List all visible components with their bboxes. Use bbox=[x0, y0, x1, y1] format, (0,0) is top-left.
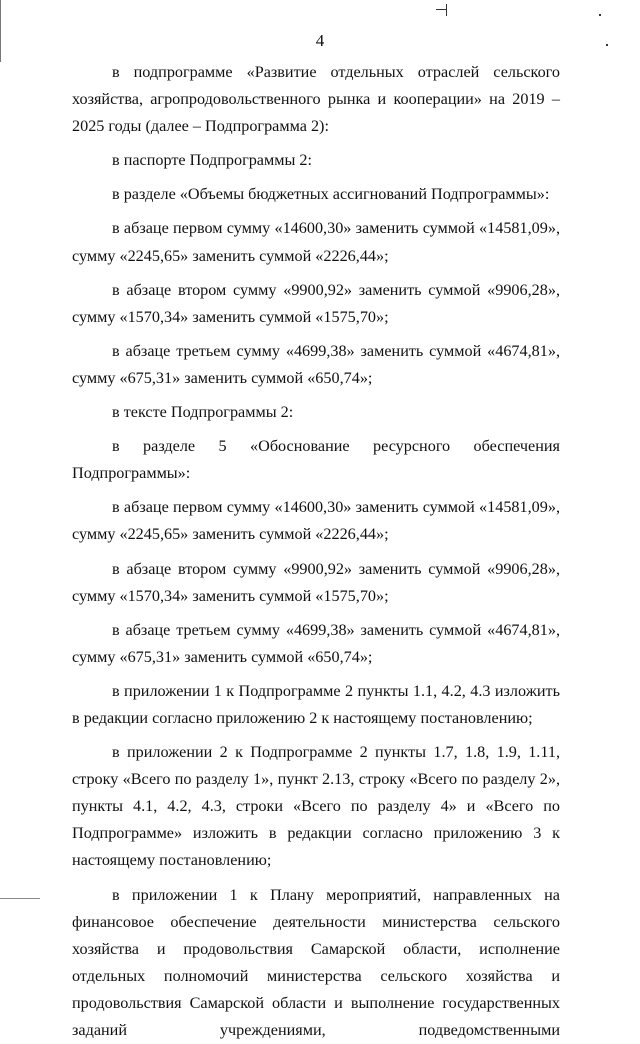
paragraph: в тексте Подпрограммы 2: bbox=[112, 403, 294, 422]
page-number: 4 bbox=[315, 31, 325, 50]
paragraph: в паспорте Подпрограммы 2: bbox=[112, 151, 312, 170]
document-body bbox=[72, 59, 560, 1044]
paragraph: в абзаце первом сумму «14600,30» заменить суммой «14581,09», сумму «2245,65» заменить суммой «2226,44»; bbox=[72, 498, 560, 544]
scan-mark bbox=[599, 14, 601, 16]
paragraph: в приложении 1 к Плану мероприятий, направленных на финансовое обеспечение деятельности министерства сельского хозяйства и продовольствия Самарской области, исполнение отдельных полномочий министерства сельского хозяйства и продовольствия Самарской области и выполнение государственных заданий учреждениями, подведомственными bbox=[72, 885, 560, 1039]
paragraph: в абзаце третьем сумму «4699,38» заменить суммой «4674,81», сумму «675,31» заменить суммой «650,74»; bbox=[72, 620, 560, 666]
paragraph: в абзаце втором сумму «9900,92» заменить суммой «9906,28», сумму «1570,34» заменить суммой «1575,70»; bbox=[72, 280, 560, 326]
paragraph: в абзаце третьем сумму «4699,38» заменить суммой «4674,81», сумму «675,31» заменить суммой «650,74»; bbox=[72, 341, 560, 387]
scan-mark bbox=[606, 44, 608, 46]
paragraph: в абзаце первом сумму «14600,30» заменить суммой «14581,09», сумму «2245,65» заменить суммой «2226,44»; bbox=[72, 219, 560, 265]
scan-mark bbox=[0, 898, 40, 899]
scan-mark bbox=[436, 9, 446, 10]
paragraph: в разделе «Объемы бюджетных ассигнований Подпрограммы»: bbox=[112, 185, 550, 204]
paragraph: в подпрограмме «Развитие отдельных отраслей сельского хозяйства, агропродовольственного рынка и кооперации» на 2019 – 2025 годы (далее – Подпрограмма 2): bbox=[72, 63, 560, 136]
paragraph: в разделе 5 «Обоснование ресурсного обеспечения Подпрограммы»: bbox=[72, 437, 560, 483]
paragraph: в приложении 1 к Подпрограмме 2 пункты 1.1, 4.2, 4.3 изложить в редакции согласно приложению 2 к настоящему постановлению; bbox=[72, 681, 560, 727]
scan-mark bbox=[0, 0, 1, 62]
paragraph: в абзаце втором сумму «9900,92» заменить суммой «9906,28», сумму «1570,34» заменить суммой «1575,70»; bbox=[72, 559, 560, 605]
paragraph: в приложении 2 к Подпрограмме 2 пункты 1.7, 1.8, 1.9, 1.11, строку «Всего по разделу 1», пункт 2.13, строку «Всего по разделу 2», пункты 4.1, 4.2, 4.3, строки «Всего по разделу 4» и «Всего по Подпрограмме» изложить в редакции согласно приложению 3 к настоящему постановлению; bbox=[72, 743, 560, 870]
scan-mark bbox=[446, 4, 447, 16]
